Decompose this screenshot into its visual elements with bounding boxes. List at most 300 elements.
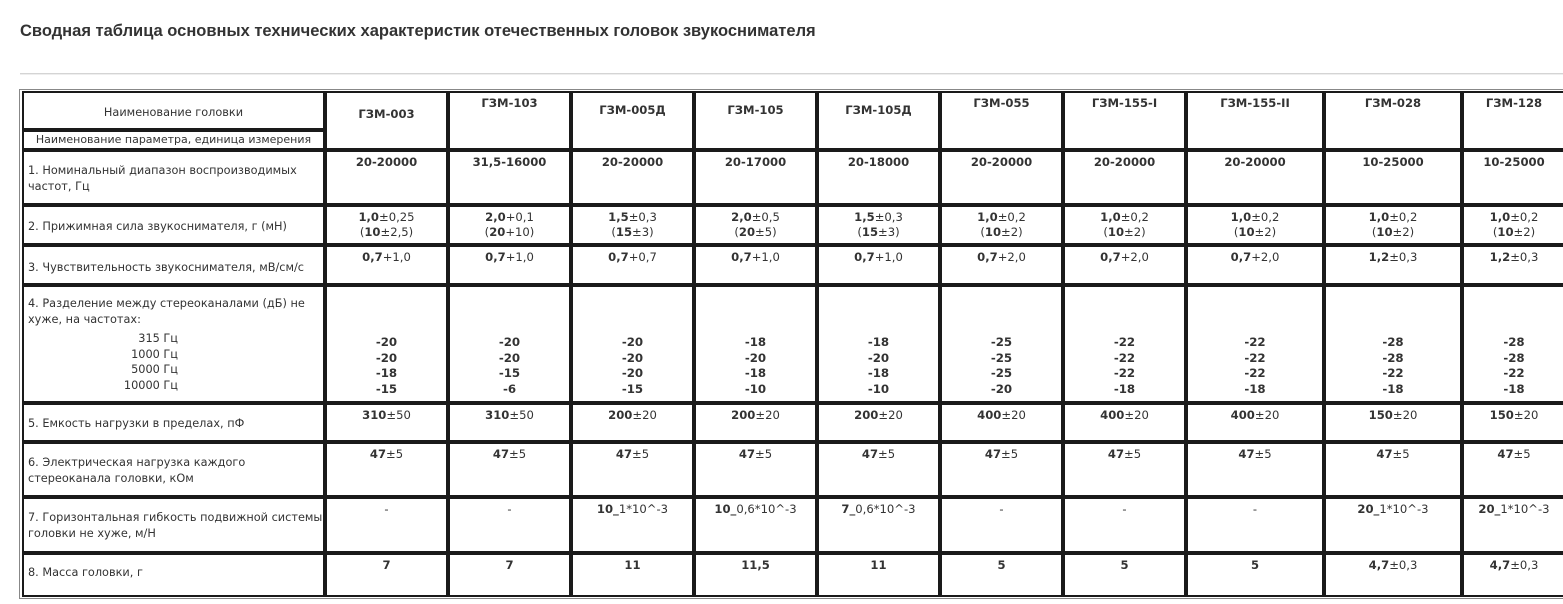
separation-value: -22 bbox=[1244, 366, 1266, 380]
row-value-sens bbox=[817, 245, 940, 285]
force-tol: +0,1 bbox=[505, 210, 534, 224]
row-value-force bbox=[817, 205, 940, 245]
row-value-cap bbox=[940, 403, 1063, 442]
model-name: ГЗМ-005Д bbox=[599, 103, 666, 117]
frequency-label: 1000 Гц bbox=[131, 347, 178, 361]
row-value-force bbox=[1462, 205, 1563, 245]
row-value-force bbox=[1186, 205, 1324, 245]
force-mn-tol: ±2) bbox=[1513, 225, 1536, 239]
value-main: 5 bbox=[1250, 558, 1260, 572]
frequency-range: 20-18000 bbox=[847, 155, 910, 169]
value-main: 10_ bbox=[596, 502, 619, 516]
paren: ( bbox=[980, 225, 985, 239]
row-value-force bbox=[325, 205, 448, 245]
value-tol: 1*10^-3 bbox=[1500, 502, 1550, 516]
value-tol: +1,0 bbox=[382, 250, 411, 264]
force-tol: ±0,2 bbox=[1120, 210, 1149, 224]
value-tol: ±50 bbox=[386, 408, 411, 422]
model-header bbox=[1186, 91, 1324, 150]
separation-value: -20 bbox=[498, 335, 521, 349]
value-tol: ±5 bbox=[878, 447, 896, 461]
row-value-mass bbox=[325, 553, 448, 597]
separation-value: -18 bbox=[1382, 381, 1404, 396]
separation-value: -22 bbox=[1244, 350, 1266, 365]
row-value-cap bbox=[694, 403, 817, 442]
row-value-cap bbox=[1462, 403, 1563, 442]
value-tol: ±5 bbox=[1392, 447, 1410, 461]
model-name: ГЗМ-155-I bbox=[1091, 96, 1158, 110]
value-main: 5 bbox=[1120, 558, 1129, 572]
force-tol: ±0,3 bbox=[628, 210, 657, 224]
model-name: ГЗМ-105Д bbox=[845, 103, 912, 117]
value-main: 400 bbox=[1230, 408, 1255, 422]
row-value-mass bbox=[1063, 553, 1186, 597]
row-value-freq bbox=[571, 150, 694, 205]
frequency-range: 20-20000 bbox=[1093, 155, 1156, 169]
force-grams bbox=[450, 210, 569, 225]
value-tol: +1,0 bbox=[874, 250, 903, 264]
row-value-mass bbox=[571, 553, 694, 597]
force-mn bbox=[696, 225, 815, 240]
row-value-force bbox=[694, 205, 817, 245]
separation-value: -20 bbox=[498, 350, 521, 365]
row-value-freq bbox=[817, 150, 940, 205]
value-main: 7 bbox=[505, 558, 514, 572]
row-value-cap bbox=[817, 403, 940, 442]
value-tol: ±5 bbox=[386, 447, 404, 461]
value-main: 47 bbox=[861, 447, 879, 461]
value-main: - bbox=[1252, 502, 1258, 516]
separation-value: -22 bbox=[1503, 366, 1525, 380]
separation-value: -18 bbox=[744, 366, 767, 380]
model-header bbox=[817, 91, 940, 150]
force-grams bbox=[1188, 210, 1322, 225]
force-tol: ±0,2 bbox=[1510, 210, 1539, 224]
separation-value: -20 bbox=[867, 350, 890, 365]
separation-value: -25 bbox=[990, 335, 1013, 349]
row-value-freq bbox=[1186, 150, 1324, 205]
separation-value: -18 bbox=[1503, 381, 1525, 396]
force-mn-main: 15 bbox=[615, 225, 633, 239]
model-name: ГЗМ-028 bbox=[1364, 96, 1422, 110]
value-main: 4,7 bbox=[1368, 558, 1390, 572]
value-tol: ±0,3 bbox=[1389, 250, 1418, 264]
separation-value: -15 bbox=[375, 381, 398, 396]
separation-value: -15 bbox=[498, 366, 521, 380]
separation-value: -20 bbox=[375, 335, 398, 349]
row-value-mass bbox=[1324, 553, 1462, 597]
force-mn-tol: ±5) bbox=[755, 225, 777, 239]
separation-value: -10 bbox=[744, 381, 767, 396]
value-main: 200 bbox=[854, 408, 879, 422]
value-main: 0,7 bbox=[1230, 250, 1252, 264]
row-value-sens bbox=[1462, 245, 1563, 285]
force-mn bbox=[450, 225, 569, 240]
row-value-flex bbox=[571, 497, 694, 553]
value-main: 47 bbox=[1107, 447, 1125, 461]
frequency-label: 10000 Гц bbox=[123, 378, 178, 392]
value-main: 11 bbox=[870, 558, 887, 572]
row-value-force bbox=[1063, 205, 1186, 245]
corner-param-name-text: Наименование параметра, единица измерения bbox=[35, 133, 312, 146]
force-grams bbox=[696, 210, 815, 225]
row-label-freq bbox=[22, 150, 325, 205]
row-label-text: 3. Чувствительность звукоснимателя, мВ/см/с bbox=[28, 261, 305, 274]
value-main: 47 bbox=[615, 447, 633, 461]
row-value-sens bbox=[325, 245, 448, 285]
value-main: 7 bbox=[382, 558, 391, 572]
force-tol: ±0,5 bbox=[751, 210, 780, 224]
row-value-flex bbox=[940, 497, 1063, 553]
separation-value: -18 bbox=[1113, 381, 1136, 396]
value-tol: ±0,3 bbox=[1389, 558, 1418, 572]
row-value-load bbox=[940, 442, 1063, 497]
separation-value: -25 bbox=[990, 350, 1013, 365]
value-tol: ±20 bbox=[755, 408, 780, 422]
row-value-mass bbox=[694, 553, 817, 597]
row-label-text: 4. Разделение между стереоканалами (дБ) не хуже, на частотах: bbox=[28, 297, 305, 326]
row-label-text: 1. Номинальный диапазон воспроизводимых частот, Гц bbox=[28, 164, 297, 193]
value-main: 200 bbox=[608, 408, 633, 422]
row-value-mass bbox=[940, 553, 1063, 597]
value-tol: ±0,3 bbox=[1510, 558, 1539, 572]
row-value-sens bbox=[571, 245, 694, 285]
force-mn bbox=[1326, 225, 1460, 240]
frequency-label: 5000 Гц bbox=[131, 363, 178, 376]
value-main: 47 bbox=[1238, 447, 1255, 461]
force-main: 1,5 bbox=[854, 210, 875, 224]
row-value-cap bbox=[325, 403, 448, 442]
value-main: - bbox=[1122, 502, 1127, 516]
row-value-flex bbox=[325, 497, 448, 553]
separation-value: -6 bbox=[502, 381, 517, 396]
force-mn-main: 10 bbox=[1107, 225, 1125, 239]
separation-value: -20 bbox=[621, 335, 644, 349]
separation-value: -20 bbox=[621, 366, 644, 380]
separation-value: -28 bbox=[1503, 350, 1525, 365]
force-mn bbox=[819, 225, 938, 240]
force-grams bbox=[1326, 210, 1460, 225]
separation-value: -22 bbox=[1382, 366, 1404, 380]
force-mn bbox=[1464, 225, 1563, 240]
corner-head-name bbox=[22, 91, 325, 130]
model-header bbox=[1462, 91, 1563, 150]
value-main: 200 bbox=[731, 408, 756, 422]
row-value-flex bbox=[1063, 497, 1186, 553]
row-value-sens bbox=[940, 245, 1063, 285]
value-tol: +1,0 bbox=[505, 250, 534, 264]
row-value-cap bbox=[448, 403, 571, 442]
model-header bbox=[940, 91, 1063, 150]
force-main: 1,5 bbox=[608, 210, 629, 224]
value-main: - bbox=[507, 502, 512, 516]
value-main: 7_ bbox=[841, 502, 856, 516]
row-value-mass bbox=[1462, 553, 1563, 597]
separation-value: -18 bbox=[867, 335, 890, 349]
model-name: ГЗМ-003 bbox=[358, 107, 415, 121]
value-tol: 0,6*10^-3 bbox=[855, 502, 916, 516]
value-tol: ±50 bbox=[509, 408, 534, 422]
value-tol: +2,0 bbox=[1251, 250, 1280, 264]
value-main: 0,7 bbox=[1100, 250, 1121, 264]
value-tol: +0,7 bbox=[628, 250, 657, 264]
row-value-load bbox=[1186, 442, 1324, 497]
force-grams bbox=[573, 210, 692, 225]
row-value-sep bbox=[940, 285, 1063, 403]
row-value-cap bbox=[571, 403, 694, 442]
force-main: 1,0 bbox=[1230, 210, 1252, 224]
separation-value: -18 bbox=[375, 366, 398, 380]
force-mn-main: 10 bbox=[984, 225, 1002, 239]
value-tol: ±20 bbox=[1513, 408, 1539, 422]
value-main: 47 bbox=[492, 447, 510, 461]
row-value-mass bbox=[817, 553, 940, 597]
value-tol: ±5 bbox=[1513, 447, 1531, 461]
force-main: 1,0 bbox=[1100, 210, 1121, 224]
value-main: 400 bbox=[977, 408, 1002, 422]
value-main: 1,2 bbox=[1368, 250, 1390, 264]
row-value-flex bbox=[694, 497, 817, 553]
frequency-range: 10-25000 bbox=[1362, 155, 1424, 169]
frequency-range: 20-20000 bbox=[355, 155, 418, 169]
row-label-mass bbox=[22, 553, 325, 597]
model-header bbox=[571, 91, 694, 150]
value-tol: 0,6*10^-3 bbox=[736, 502, 797, 516]
value-main: 20_ bbox=[1357, 502, 1380, 516]
force-mn bbox=[573, 225, 692, 240]
force-mn-main: 10 bbox=[1238, 225, 1255, 239]
value-main: 47 bbox=[1376, 447, 1393, 461]
row-value-load bbox=[1063, 442, 1186, 497]
force-mn-main: 20 bbox=[489, 225, 506, 239]
value-tol: ±20 bbox=[1254, 408, 1280, 422]
force-mn-main: 10 bbox=[1376, 225, 1393, 239]
value-main: 150 bbox=[1368, 408, 1393, 422]
row-value-load bbox=[571, 442, 694, 497]
paren: ( bbox=[359, 225, 365, 239]
row-label-text: 7. Горизонтальная гибкость подвижной системы головки не хуже, м/Н bbox=[28, 511, 323, 540]
row-value-sep bbox=[1063, 285, 1186, 403]
value-main: 47 bbox=[369, 447, 387, 461]
model-name: ГЗМ-103 bbox=[481, 96, 538, 110]
separation-value: -18 bbox=[744, 335, 767, 349]
separation-value: -25 bbox=[990, 366, 1013, 380]
value-tol: ±5 bbox=[632, 447, 650, 461]
row-value-load bbox=[448, 442, 571, 497]
row-label-text: 8. Масса головки, г bbox=[28, 566, 143, 579]
value-tol: +2,0 bbox=[1120, 250, 1149, 264]
corner-head-name-text: Наименование головки bbox=[103, 106, 244, 119]
force-mn-tol: ±2) bbox=[1124, 225, 1146, 239]
row-value-cap bbox=[1063, 403, 1186, 442]
row-label-flex bbox=[22, 497, 325, 553]
model-name: ГЗМ-055 bbox=[973, 96, 1030, 110]
paren: ( bbox=[611, 225, 616, 239]
row-value-load bbox=[1324, 442, 1462, 497]
value-main: 0,7 bbox=[731, 250, 752, 264]
force-mn-tol: ±2) bbox=[1392, 225, 1415, 239]
force-mn-main: 10 bbox=[1497, 225, 1514, 239]
row-value-force bbox=[1324, 205, 1462, 245]
row-label-load bbox=[22, 442, 325, 497]
force-tol: ±0,2 bbox=[1251, 210, 1280, 224]
value-main: 310 bbox=[485, 408, 510, 422]
row-label-text: 5. Емкость нагрузки в пределах, пФ bbox=[28, 417, 245, 430]
force-mn-tol: +10) bbox=[505, 225, 535, 239]
frequency-range: 10-25000 bbox=[1483, 155, 1545, 169]
value-tol: ±20 bbox=[1124, 408, 1149, 422]
force-mn-tol: ±2,5) bbox=[380, 225, 414, 239]
frequency-range: 20-17000 bbox=[724, 155, 787, 169]
paren: ( bbox=[1233, 225, 1239, 239]
row-value-load bbox=[694, 442, 817, 497]
row-value-mass bbox=[448, 553, 571, 597]
value-tol: ±0,3 bbox=[1510, 250, 1539, 264]
value-main: 11,5 bbox=[741, 558, 770, 572]
separation-value: -20 bbox=[375, 350, 398, 365]
value-main: 4,7 bbox=[1489, 558, 1511, 572]
frequency-label: 315 Гц bbox=[138, 332, 178, 345]
row-value-sens bbox=[1324, 245, 1462, 285]
value-tol: ±5 bbox=[509, 447, 527, 461]
page-title: Сводная таблица основных технических характеристик отечественных головок звукоснимателя bbox=[20, 22, 816, 40]
force-grams bbox=[819, 210, 938, 225]
row-value-flex bbox=[1186, 497, 1324, 553]
model-header bbox=[694, 91, 817, 150]
value-tol: ±5 bbox=[1254, 447, 1272, 461]
paren: ( bbox=[484, 225, 490, 239]
force-tol: ±0,2 bbox=[1389, 210, 1418, 224]
divider bbox=[20, 73, 1563, 75]
separation-value: -15 bbox=[621, 381, 644, 396]
force-mn bbox=[1188, 225, 1322, 240]
model-header bbox=[325, 91, 448, 150]
model-name: ГЗМ-155-II bbox=[1220, 96, 1290, 110]
value-main: 310 bbox=[362, 408, 387, 422]
force-main: 1,0 bbox=[1489, 210, 1511, 224]
row-value-load bbox=[817, 442, 940, 497]
value-main: - bbox=[384, 502, 389, 516]
model-header bbox=[1063, 91, 1186, 150]
row-value-cap bbox=[1186, 403, 1324, 442]
value-tol: ±5 bbox=[1001, 447, 1019, 461]
force-mn-main: 20 bbox=[738, 225, 756, 239]
value-main: 47 bbox=[738, 447, 756, 461]
value-main: 11 bbox=[624, 558, 641, 572]
force-mn-tol: ±3) bbox=[632, 225, 654, 239]
force-grams bbox=[942, 210, 1061, 225]
row-value-sens bbox=[1186, 245, 1324, 285]
row-label-sep bbox=[22, 285, 325, 403]
value-tol: ±20 bbox=[1001, 408, 1026, 422]
value-tol: ±20 bbox=[1392, 408, 1418, 422]
value-main: 150 bbox=[1489, 408, 1514, 422]
model-header bbox=[1324, 91, 1462, 150]
value-main: 0,7 bbox=[485, 250, 506, 264]
row-value-sep bbox=[1186, 285, 1324, 403]
separation-value: -22 bbox=[1244, 335, 1266, 349]
separation-value: -28 bbox=[1503, 335, 1525, 349]
value-main: 0,7 bbox=[977, 250, 998, 264]
row-value-sep bbox=[817, 285, 940, 403]
row-value-sep bbox=[325, 285, 448, 403]
row-value-load bbox=[1462, 442, 1563, 497]
paren: ( bbox=[734, 225, 739, 239]
separation-value: -18 bbox=[1244, 381, 1266, 396]
row-value-flex bbox=[817, 497, 940, 553]
separation-value: -22 bbox=[1113, 350, 1136, 365]
row-value-cap bbox=[1324, 403, 1462, 442]
row-value-flex bbox=[448, 497, 571, 553]
force-mn-tol: ±2) bbox=[1254, 225, 1277, 239]
frequency-range: 20-20000 bbox=[970, 155, 1033, 169]
paren: ( bbox=[857, 225, 862, 239]
value-tol: ±5 bbox=[755, 447, 773, 461]
row-value-sens bbox=[1063, 245, 1186, 285]
row-value-sep bbox=[1462, 285, 1563, 403]
value-main: 5 bbox=[997, 558, 1006, 572]
corner-param-name bbox=[22, 130, 325, 150]
row-label-text: 6. Электрическая нагрузка каждого стереоканала головки, кОм bbox=[28, 456, 246, 485]
force-mn-tol: ±3) bbox=[878, 225, 900, 239]
separation-value: -20 bbox=[744, 350, 767, 365]
force-mn-main: 15 bbox=[861, 225, 879, 239]
value-tol: ±5 bbox=[1124, 447, 1142, 461]
force-main: 2,0 bbox=[485, 210, 506, 224]
row-value-sep bbox=[448, 285, 571, 403]
row-value-force bbox=[448, 205, 571, 245]
value-tol: ±20 bbox=[632, 408, 657, 422]
paren: ( bbox=[1492, 225, 1498, 239]
value-tol: 1*10^-3 bbox=[618, 502, 669, 516]
force-tol: ±0,25 bbox=[379, 210, 415, 224]
paren: ( bbox=[1371, 225, 1377, 239]
row-label-force bbox=[22, 205, 325, 245]
separation-value: -18 bbox=[867, 366, 890, 380]
force-tol: ±0,3 bbox=[874, 210, 903, 224]
frequency-range: 20-20000 bbox=[1224, 155, 1286, 169]
row-value-force bbox=[571, 205, 694, 245]
row-value-sens bbox=[448, 245, 571, 285]
row-value-freq bbox=[448, 150, 571, 205]
model-name: ГЗМ-105 bbox=[727, 103, 784, 117]
row-value-force bbox=[940, 205, 1063, 245]
force-mn-tol: ±2) bbox=[1001, 225, 1023, 239]
value-main: 20_ bbox=[1478, 502, 1501, 516]
value-main: - bbox=[999, 502, 1004, 516]
separation-value: -20 bbox=[990, 381, 1013, 396]
value-main: 0,7 bbox=[362, 250, 383, 264]
separation-value: -20 bbox=[621, 350, 644, 365]
row-value-sep bbox=[1324, 285, 1462, 403]
row-label-cap bbox=[22, 403, 325, 442]
force-mn bbox=[942, 225, 1061, 240]
row-value-freq bbox=[1324, 150, 1462, 205]
row-value-freq bbox=[325, 150, 448, 205]
row-value-mass bbox=[1186, 553, 1324, 597]
value-main: 0,7 bbox=[854, 250, 875, 264]
frequency-range: 31,5-16000 bbox=[472, 155, 547, 169]
value-tol: +2,0 bbox=[997, 250, 1026, 264]
row-value-load bbox=[325, 442, 448, 497]
force-tol: ±0,2 bbox=[997, 210, 1026, 224]
row-label-sens bbox=[22, 245, 325, 285]
separation-value: -10 bbox=[867, 381, 890, 396]
force-grams bbox=[327, 210, 446, 225]
model-name: ГЗМ-128 bbox=[1485, 96, 1543, 110]
model-header bbox=[448, 91, 571, 150]
row-value-flex bbox=[1324, 497, 1462, 553]
